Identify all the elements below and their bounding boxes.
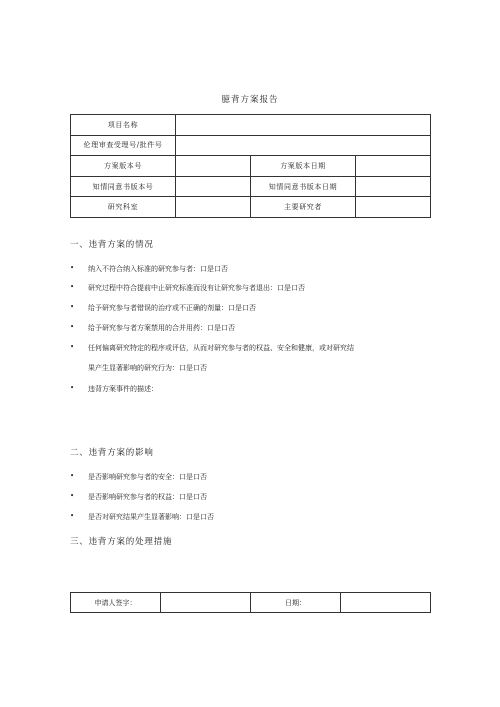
signature-table xyxy=(70,592,431,613)
date-field[interactable] xyxy=(341,593,431,613)
table-row xyxy=(71,176,431,197)
project-name-field[interactable] xyxy=(176,115,431,136)
info-table xyxy=(70,114,431,218)
page-title: 臆背方案报告 xyxy=(221,95,279,105)
section-heading: 二、违背方案的影响 xyxy=(70,448,154,458)
table-row xyxy=(71,197,431,218)
protocol-date-label: 方案版本日期 xyxy=(251,156,356,177)
table-row xyxy=(71,156,431,177)
consent-version-field[interactable] xyxy=(176,176,251,197)
table-row xyxy=(71,135,431,156)
section-heading: 三、违背方案的处理措施 xyxy=(70,537,173,547)
bullet-icon: • xyxy=(70,323,75,331)
table-row xyxy=(71,593,431,613)
date-label: 日期： xyxy=(251,593,341,613)
consent-date-field[interactable] xyxy=(356,176,431,197)
pi-label: 主要研究者 xyxy=(251,197,356,218)
bullet-icon: • xyxy=(70,283,75,291)
bullet-icon: • xyxy=(70,384,75,392)
bullet-icon: • xyxy=(70,264,75,272)
protocol-date-field[interactable] xyxy=(356,156,431,177)
applicant-signature-field[interactable] xyxy=(161,593,251,613)
pi-field[interactable] xyxy=(356,197,431,218)
consent-date-label: 知情同意书版本日期 xyxy=(251,176,356,197)
list-item-continuation: 果产生显著影响的研究行为：口是口否 xyxy=(88,364,207,372)
section-heading: 一、违背方案的情况 xyxy=(70,240,154,250)
protocol-version-label: 方案版本号 xyxy=(71,156,176,177)
bullet-icon: • xyxy=(70,472,75,480)
bullet-icon: • xyxy=(70,512,75,520)
protocol-version-field[interactable] xyxy=(176,156,251,177)
ethics-no-label: 伦理审查受理号/批件号 xyxy=(71,135,176,156)
project-name-label: 项目名称 xyxy=(71,115,176,136)
ethics-no-field[interactable] xyxy=(176,135,431,156)
consent-version-label: 知情同意书版本号 xyxy=(71,176,176,197)
table-row xyxy=(71,115,431,136)
bullet-icon: • xyxy=(70,303,75,311)
bullet-icon: • xyxy=(70,492,75,500)
department-field[interactable] xyxy=(176,197,251,218)
bullet-icon: • xyxy=(70,343,75,351)
applicant-signature-label: 申请人签字： xyxy=(71,593,161,613)
department-label: 研究科室 xyxy=(71,197,176,218)
